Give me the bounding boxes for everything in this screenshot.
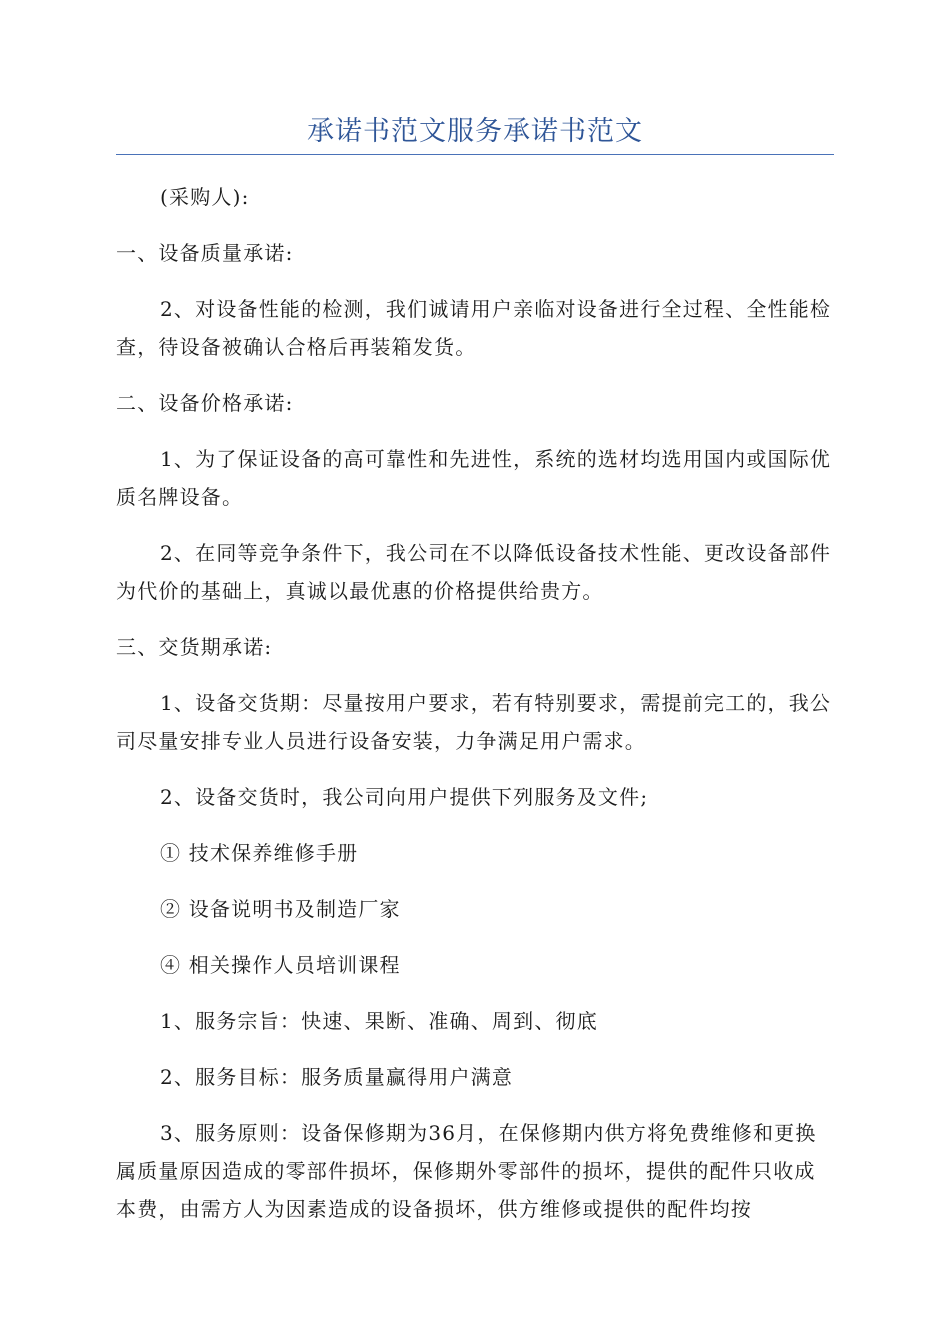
- paragraph: ① 技术保养维修手册: [160, 841, 359, 865]
- paragraph: 1、服务宗旨：快速、果断、准确、周到、彻底: [160, 1009, 598, 1033]
- paragraph: 2、服务目标：服务质量赢得用户满意: [160, 1065, 514, 1089]
- paragraph: ② 设备说明书及制造厂家: [160, 897, 401, 921]
- paragraph: 三、交货期承诺:: [116, 635, 273, 659]
- paragraph: 2、对设备性能的检测，我们诚请用户亲临对设备进行全过程、全性能检查，待设备被确认合格后再装箱发货。: [116, 297, 832, 359]
- paragraph: 二、设备价格承诺:: [116, 391, 294, 415]
- paragraph: (采购人):: [160, 185, 250, 209]
- paragraph: 2、设备交货时，我公司向用户提供下列服务及文件;: [160, 785, 649, 809]
- paragraph: 2、在同等竞争条件下，我公司在不以降低设备技术性能、更改设备部件为代价的基础上，真诚以最优惠的价格提供给贵方。: [116, 541, 832, 603]
- paragraph: 3、服务原则：设备保修期为36月，在保修期内供方将免费维修和更换属质量原因造成的零部件损坏，保修期外零部件的损坏，提供的配件只收成本费，由需方人为因素造成的设备损坏，供方维修或提供的配件均按: [116, 1121, 817, 1221]
- document-title: 承诺书范文服务承诺书范文: [307, 116, 643, 147]
- title-underline: [116, 154, 834, 155]
- paragraph: ④ 相关操作人员培训课程: [160, 953, 401, 977]
- paragraph: 一、设备质量承诺:: [116, 241, 294, 265]
- paragraph: 1、为了保证设备的高可靠性和先进性，系统的选材均选用国内或国际优质名牌设备。: [116, 447, 832, 509]
- paragraph: 1、设备交货期：尽量按用户要求，若有特别要求，需提前完工的，我公司尽量安排专业人员进行设备安装，力争满足用户需求。: [116, 691, 832, 753]
- document-body: [116, 178, 834, 1246]
